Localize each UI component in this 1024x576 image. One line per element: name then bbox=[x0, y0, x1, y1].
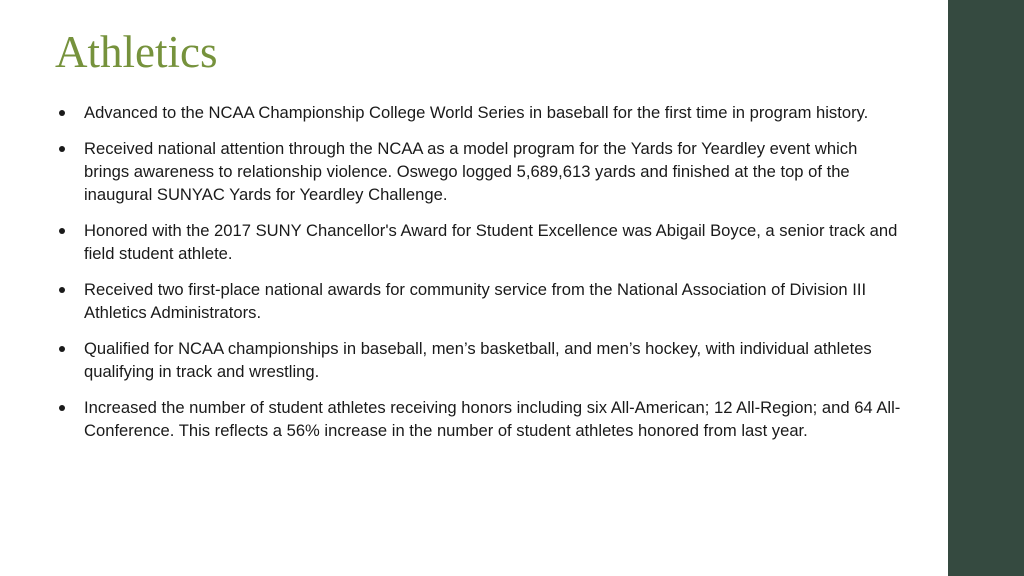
bullet-dot-icon bbox=[59, 146, 65, 152]
list-item bbox=[55, 396, 905, 442]
bullet-text: Received two first-place national awards for community service from the National Association of Division III Athletics Administrators. bbox=[84, 280, 867, 322]
bullet-list bbox=[55, 101, 905, 455]
bullet-text: Honored with the 2017 SUNY Chancellor's Award for Student Excellence was Abigail Boyce, a senior track and field student athlete. bbox=[84, 221, 898, 263]
list-item bbox=[55, 337, 905, 383]
bullet-text: Increased the number of student athletes receiving honors including six All-American; 12 All-Region; and 64 All-Conference. This reflects a 56% increase in the number of student athletes honored from last year. bbox=[84, 398, 901, 440]
list-item bbox=[55, 278, 905, 324]
list-item bbox=[55, 137, 905, 206]
bullet-text: Qualified for NCAA championships in baseball, men’s basketball, and men’s hockey, with individual athletes qualifying in track and wrestling. bbox=[84, 339, 872, 381]
bullet-dot-icon bbox=[59, 228, 65, 234]
bullet-dot-icon bbox=[59, 346, 65, 352]
bullet-dot-icon bbox=[59, 287, 65, 293]
bullet-text: Advanced to the NCAA Championship College World Series in baseball for the first time in program history. bbox=[84, 103, 869, 122]
decorative-side-bar bbox=[948, 0, 1024, 576]
bullet-dot-icon bbox=[59, 110, 65, 116]
bullet-text: Received national attention through the NCAA as a model program for the Yards for Yeardley event which brings awareness to relationship violence. Oswego logged 5,689,613 yards and finished at the top of the inaugural SUNYAC Yards for Yeardley Challenge. bbox=[84, 139, 858, 204]
bullet-dot-icon bbox=[59, 405, 65, 411]
slide-title: Athletics bbox=[55, 27, 218, 77]
list-item bbox=[55, 101, 905, 124]
list-item bbox=[55, 219, 905, 265]
